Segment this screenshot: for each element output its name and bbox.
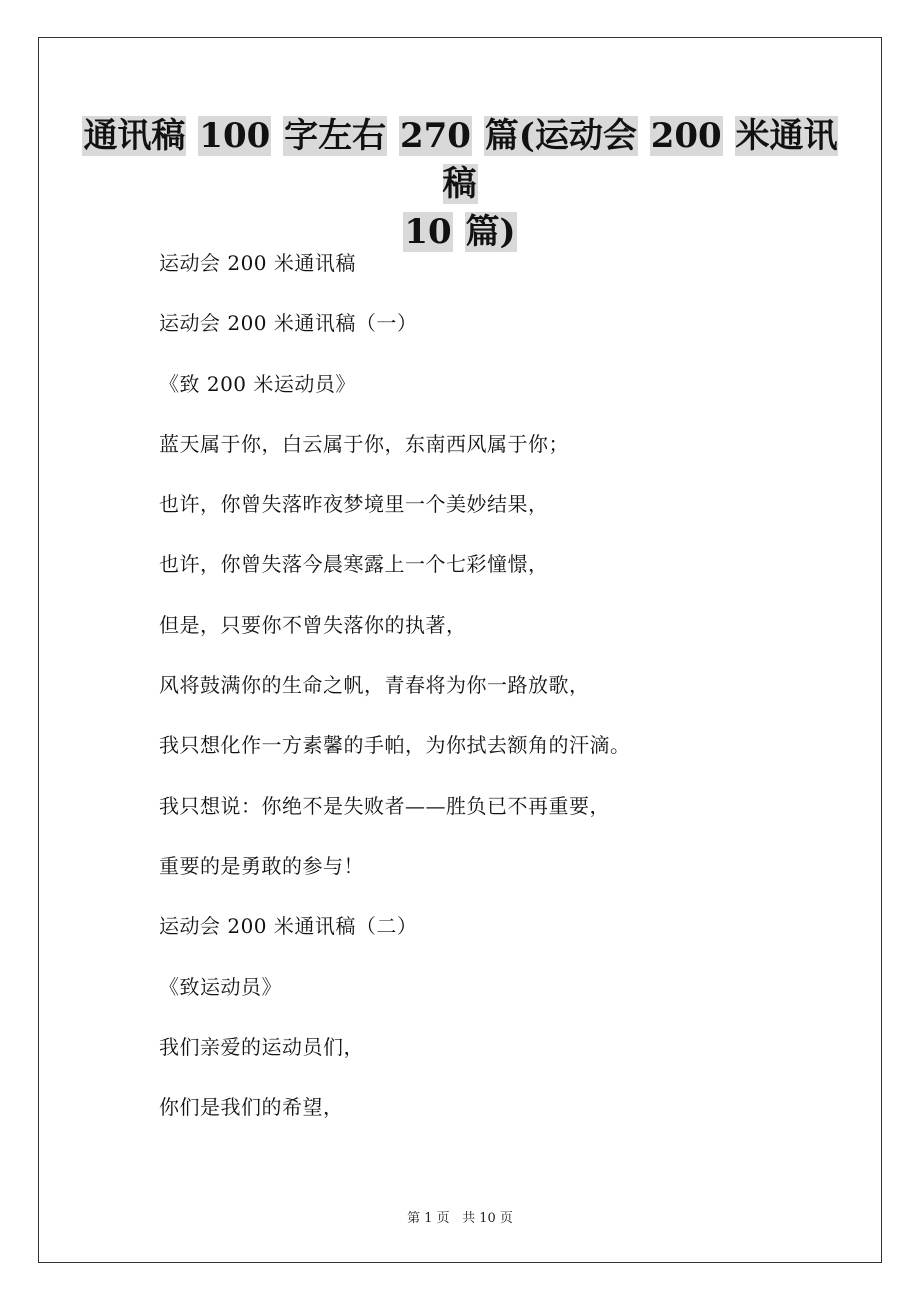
title-segment: 篇(运动会 — [484, 116, 637, 156]
title-line-1 — [80, 112, 840, 208]
title-segment: 通讯稿 — [83, 116, 186, 156]
title-segment: 米通讯稿 — [442, 116, 838, 204]
page-footer — [0, 1207, 920, 1226]
body-paragraph: 重要的是勇敢的参与！ — [159, 853, 364, 878]
body-paragraph: 我只想化作一方素馨的手帕，为你拭去额角的汗滴。 — [159, 733, 631, 758]
body-paragraph: 运动会 200 米通讯稿 — [159, 251, 356, 275]
title-segment: 100 — [199, 116, 271, 156]
title-segment: 10 — [404, 212, 452, 252]
body-paragraph: 也许，你曾失落昨夜梦境里一个美妙结果， — [159, 492, 549, 517]
body-paragraph: 也许，你曾失落今晨寒露上一个七彩憧憬， — [159, 552, 549, 577]
body-paragraph: 《致 200 米运动员》 — [159, 371, 356, 396]
body-paragraph: 你们是我们的希望， — [159, 1095, 344, 1120]
body-paragraph: 《致运动员》 — [159, 974, 282, 999]
body-paragraph: 我们亲爱的运动员们， — [159, 1034, 364, 1059]
body-paragraph: 运动会 200 米通讯稿（二） — [159, 914, 418, 939]
body-paragraph: 风将鼓满你的生命之帆，青春将为你一路放歌， — [159, 673, 590, 698]
page-number: 第 1 页 — [407, 1211, 450, 1226]
body-paragraph: 但是，只要你不曾失落你的执著， — [159, 612, 467, 637]
body-paragraph: 运动会 200 米通讯稿（一） — [159, 311, 418, 336]
title-segment: 篇) — [465, 212, 516, 252]
title-segment: 字左右 — [284, 116, 387, 156]
body-paragraph: 我只想说：你绝不是失败者——胜负已不再重要， — [159, 793, 610, 818]
body-paragraph: 蓝天属于你，白云属于你，东南西风属于你； — [159, 431, 569, 456]
title-segment: 200 — [650, 116, 722, 156]
page-total: 共 10 页 — [462, 1211, 513, 1226]
document-body — [159, 245, 859, 1149]
title-segment: 270 — [399, 116, 471, 156]
document-title — [80, 112, 840, 256]
